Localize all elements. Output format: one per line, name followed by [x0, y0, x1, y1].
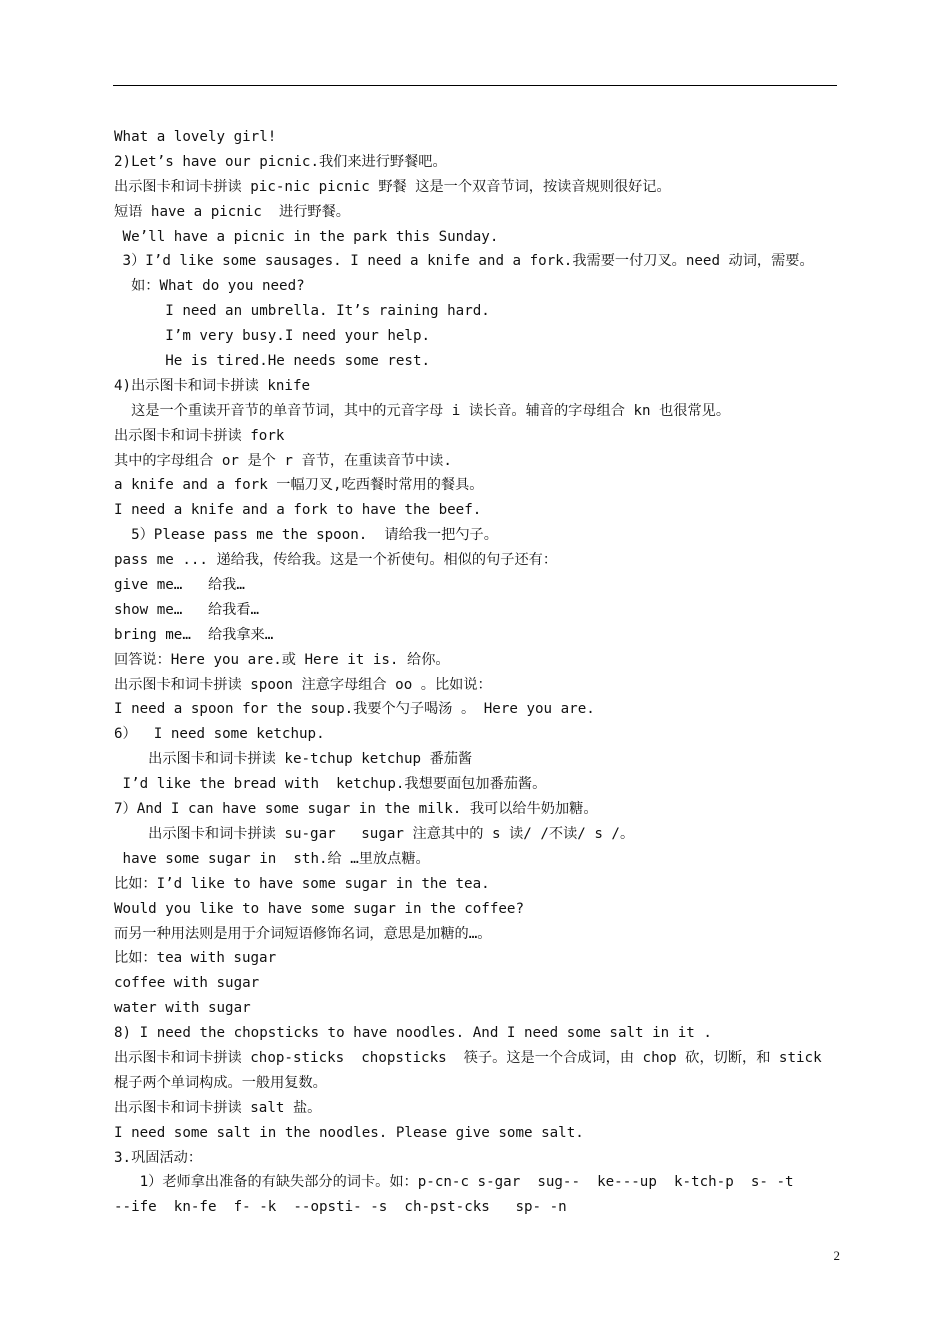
text-line: I need a spoon for the soup.我要个勺子喝汤 。 Here you are. [114, 701, 595, 718]
text-line: 回答说：Here you are.或 Here it is. 给你。 [114, 651, 450, 668]
text-line: --ife kn-fe f- -k --opsti- -s ch-pst-cks sp- -n [114, 1199, 567, 1216]
text-line: 出示图卡和词卡拼读 su-gar sugar 注意其中的 s 读/ /不读/ s /。 [114, 825, 635, 842]
text-line: 出示图卡和词卡拼读 ke-tchup ketchup 番茄酱 [114, 751, 473, 768]
text-line: What a lovely girl! [114, 129, 277, 145]
header-rule [113, 85, 837, 86]
text-line: 出示图卡和词卡拼读 salt 盐。 [114, 1099, 322, 1116]
text-line: give me… 给我… [114, 577, 245, 594]
text-line: 7）And I can have some sugar in the milk. 我可以给牛奶加糖。 [114, 801, 598, 818]
text-line: We’ll have a picnic in the park this Sunday. [114, 228, 499, 245]
text-line: I’m very busy.I need your help. [114, 328, 431, 345]
text-line: Would you like to have some sugar in the coffee? [114, 900, 524, 917]
text-line: I need a knife and a fork to have the beef. [114, 502, 482, 519]
text-line: 3）I’d like some sausages. I need a knife and a fork.我需要一付刀叉。need 动词，需要。 [114, 253, 814, 270]
text-line: 其中的字母组合 or 是个 r 音节，在重读音节中读. [114, 452, 452, 469]
text-line: have some sugar in sth.给 …里放点糖。 [114, 850, 430, 867]
text-line: 比如：tea with sugar [114, 950, 277, 967]
text-line: 4)出示图卡和词卡拼读 knife [114, 377, 311, 394]
text-line: 1）老师拿出准备的有缺失部分的词卡。如：p-cn-c s-gar sug-- ke---up k-tch-p s- -t [114, 1174, 794, 1191]
text-line: bring me… 给我拿来… [114, 626, 274, 643]
text-line: 2)Let’s have our picnic.我们来进行野餐吧。 [114, 153, 447, 170]
text-line: 出示图卡和词卡拼读 pic-nic picnic 野餐 这是一个双音节词，按读音规则很好记。 [114, 178, 671, 195]
text-line: 出示图卡和词卡拼读 spoon 注意字母组合 oo 。比如说： [114, 676, 492, 693]
text-line: a knife and a fork 一幅刀叉,吃西餐时常用的餐具。 [114, 477, 484, 494]
text-line: 比如：I’d like to have some sugar in the tea. [114, 875, 490, 892]
text-line: I’d like the bread with ketchup.我想要面包加番茄酱。 [114, 776, 547, 793]
text-line: water with sugar [114, 1000, 251, 1017]
text-line: 6） I need some ketchup. [114, 726, 325, 743]
text-line: coffee with sugar [114, 975, 260, 992]
text-line: 3.巩固活动： [114, 1149, 203, 1166]
text-line: 这是一个重读开音节的单音节词，其中的元音字母 i 读长音。辅音的字母组合 kn 也很常见。 [114, 402, 731, 419]
document-body [114, 125, 844, 1220]
text-line: 棍子两个单词构成。一般用复数。 [114, 1074, 327, 1091]
text-line: 5）Please pass me the spoon. 请给我一把勺子。 [114, 527, 498, 544]
text-line: 而另一种用法则是用于介词短语修饰名词，意思是加糖的…。 [114, 925, 492, 942]
page-number: 2 [833, 1248, 840, 1263]
text-line: I need an umbrella. It’s raining hard. [114, 303, 490, 320]
text-line: 8) I need the chopsticks to have noodles. And I need some salt in it . [114, 1025, 712, 1042]
text-line: 出示图卡和词卡拼读 chop-sticks chopsticks 筷子。这是一个合成词，由 chop 砍，切断，和 stick [114, 1049, 822, 1066]
text-line: He is tired.He needs some rest. [114, 353, 431, 370]
text-line: I need some salt in the noodles. Please give some salt. [114, 1124, 584, 1141]
text-line: 出示图卡和词卡拼读 fork [114, 427, 285, 444]
text-line: 短语 have a picnic 进行野餐。 [114, 203, 350, 220]
text-line: show me… 给我看… [114, 601, 260, 618]
text-line: pass me ... 递给我，传给我。这是一个祈使句。相似的句子还有： [114, 552, 558, 569]
text-line: 如：What do you need? [114, 278, 305, 295]
